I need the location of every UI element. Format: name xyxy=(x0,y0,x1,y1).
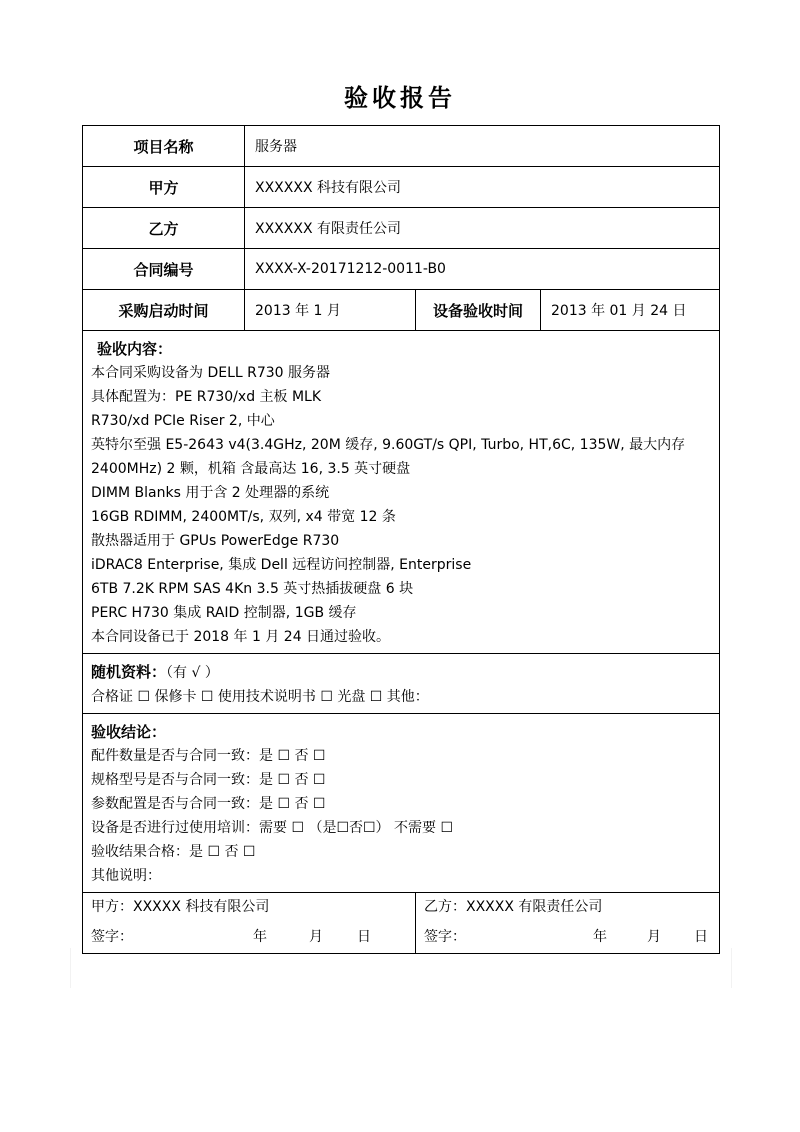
conclusion-line: 验收结果合格：是 ☐ 否 ☐ xyxy=(91,844,256,860)
month-label: 月 xyxy=(309,929,323,945)
party-a-value: XXXXXX 科技有限公司 xyxy=(245,167,720,208)
party-a-signature xyxy=(83,893,416,954)
content-line: 具体配置为：PE R730/xd 主板 MLK xyxy=(91,389,322,405)
party-b-value: XXXXXX 有限责任公司 xyxy=(245,208,720,249)
page-title: 验收报告 xyxy=(344,84,456,112)
year-label: 年 xyxy=(593,929,607,945)
content-line: PERC H730 集成 RAID 控制器, 1GB 缓存 xyxy=(91,605,357,621)
page-edge-decoration xyxy=(70,948,732,988)
party-a-label: 甲方 xyxy=(83,167,245,208)
conclusion-heading: 验收结论： xyxy=(91,723,167,741)
accessories-section xyxy=(83,654,720,714)
conclusion-line: 规格型号是否与合同一致：是 ☐ 否 ☐ xyxy=(91,772,326,788)
accessories-note: （有 √ ） xyxy=(166,665,219,681)
row-signatures xyxy=(83,893,720,954)
row-project-name xyxy=(83,126,720,167)
month-label: 月 xyxy=(647,929,661,945)
content-line: R730/xd PCIe Riser 2, 中心 xyxy=(91,413,275,429)
contract-no-label: 合同编号 xyxy=(83,249,245,290)
conclusion-line: 参数配置是否与合同一致：是 ☐ 否 ☐ xyxy=(91,796,326,812)
row-content xyxy=(83,331,720,654)
content-heading: 验收内容： xyxy=(97,340,173,358)
content-line: 本合同采购设备为 DELL R730 服务器 xyxy=(91,365,331,381)
acceptance-report-table xyxy=(82,125,720,954)
acceptance-content xyxy=(83,331,720,654)
day-label: 日 xyxy=(694,929,708,945)
sign-label: 签字： xyxy=(91,929,133,945)
day-label: 日 xyxy=(357,929,371,945)
party-a-sign-name: 甲方：XXXXX 科技有限公司 xyxy=(91,899,270,915)
content-line: 2400MHz) 2 颗，机箱 含最高达 16, 3.5 英寸硬盘 xyxy=(91,461,411,477)
party-b-label: 乙方 xyxy=(83,208,245,249)
party-a-sign-line xyxy=(91,927,407,947)
purchase-start-value: 2013 年 1 月 xyxy=(245,290,416,331)
conclusion-section xyxy=(83,714,720,893)
content-line: 16GB RDIMM, 2400MT/s, 双列, x4 带宽 12 条 xyxy=(91,509,396,525)
project-name-value: 服务器 xyxy=(245,126,720,167)
row-party-a xyxy=(83,167,720,208)
accessories-items: 合格证 ☐ 保修卡 ☐ 使用技术说明书 ☐ 光盘 ☐ 其他： xyxy=(91,689,429,705)
content-line: DIMM Blanks 用于含 2 处理器的系统 xyxy=(91,485,330,501)
row-accessories xyxy=(83,654,720,714)
row-conclusion xyxy=(83,714,720,893)
acceptance-time-value: 2013 年 01 月 24 日 xyxy=(541,290,720,331)
sign-label: 签字： xyxy=(424,929,466,945)
acceptance-time-label: 设备验收时间 xyxy=(416,290,541,331)
content-line: 英特尔至强 E5-2643 v4(3.4GHz, 20M 缓存, 9.60GT/s QPI, Turbo, HT,6C, 135W, 最大内存 xyxy=(91,437,686,453)
conclusion-line: 设备是否进行过使用培训：需要 ☐ （是☐否☐） 不需要 ☐ xyxy=(91,820,454,836)
accessories-heading-line xyxy=(91,660,711,685)
content-line: 本合同设备已于 2018 年 1 月 24 日通过验收。 xyxy=(91,629,391,645)
row-times xyxy=(83,290,720,331)
row-party-b xyxy=(83,208,720,249)
row-contract-no xyxy=(83,249,720,290)
content-line: iDRAC8 Enterprise, 集成 Dell 远程访问控制器, Enterprise xyxy=(91,557,472,573)
year-label: 年 xyxy=(253,929,267,945)
content-line: 散热器适用于 GPUs PowerEdge R730 xyxy=(91,533,340,549)
project-name-label: 项目名称 xyxy=(83,126,245,167)
conclusion-line: 其他说明： xyxy=(91,868,161,884)
conclusion-line: 配件数量是否与合同一致：是 ☐ 否 ☐ xyxy=(91,748,326,764)
contract-no-value: XXXX-X-20171212-0011-B0 xyxy=(245,249,720,290)
party-b-sign-name: 乙方：XXXXX 有限责任公司 xyxy=(424,899,603,915)
purchase-start-label: 采购启动时间 xyxy=(83,290,245,331)
party-b-sign-line xyxy=(424,927,711,947)
accessories-heading: 随机资料： xyxy=(91,663,167,681)
party-b-signature xyxy=(416,893,720,954)
content-line: 6TB 7.2K RPM SAS 4Kn 3.5 英寸热插拔硬盘 6 块 xyxy=(91,581,414,597)
